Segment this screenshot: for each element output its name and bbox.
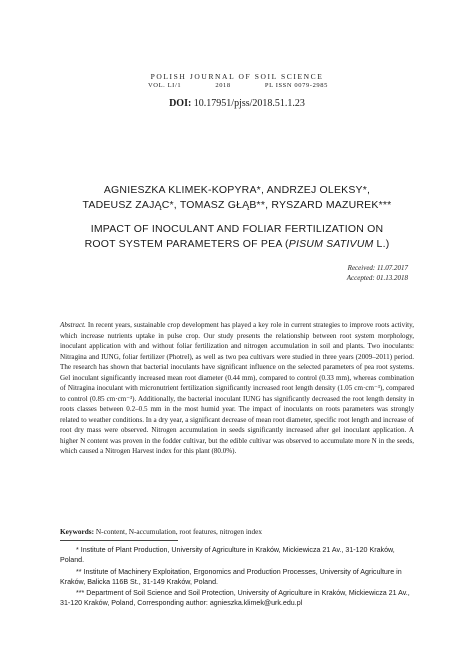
- abstract-text: In recent years, sustainable crop development has played a key role in current strategies to improve roots activity, which increase nutrients uptake in pulse crop. Our study presents the relationship between root system morphology, inoculant application with and without foliar fertilization and nitrogen accumulation in soil and plants. Two inoculants: Nitragina and IUNG, foliar fertilizer (Photrel), as well as two pea cultivars were studied in three years (2009–2011) period. The research has shown that bacterial inoculants have significant influence on the selected parameters of pea root systems. Gel inoculant significantly increased mean root diameter (0.44 mm), compared to control (0.33 mm), whereas combination of Nitragina inoculant with micronutrient fertilization significantly increased root length density (1.05 cm·cm⁻³), compared to control (0.85 cm·cm⁻³). Additionally, the bacterial inoculant IUNG has significantly decreased the root length density in roots classes between 0.2–0.5 mm in the most humid year. The impact of inoculants on roots parameters was strongly related to weather conditions. In a dry year, a significant decrease of mean root diameter, specific root length and increase of root dry mass were observed. Nitrogen accumulation in seeds significantly increased after gel inoculant application. A higher N content was proven in the fodder cultivar, but the edible cultivar was observed to accumulate more N in the seeds, which caused a Nitrogen Harvest index for this plant (80.0%).: [60, 321, 415, 455]
- paper-title: [0, 222, 474, 252]
- doi-value[interactable]: 10.17951/pjss/2018.51.1.23: [193, 98, 305, 109]
- journal-issue-line: [148, 82, 328, 89]
- keywords-label: Keywords:: [60, 527, 95, 536]
- author-line-2: TADEUSZ ZAJĄC*, TOMASZ GŁĄB**, RYSZARD MAZUREK***: [82, 199, 392, 211]
- title-line-2-start: ROOT SYSTEM PARAMETERS OF PEA (: [84, 238, 289, 250]
- footnote-affiliation-3: *** Department of Soil Science and Soil Protection, University of Agriculture in Kraków, Mickiewicza 21 Av., 31-120 Kraków, Poland, Corresponding author: agnieszka.klimek@urk.edu.pl: [60, 589, 410, 608]
- title-line-2-end: L.): [373, 238, 390, 250]
- affiliation-footnotes: [60, 545, 414, 610]
- received-date: Received: 11.07.2017: [347, 264, 408, 272]
- abstract: [60, 320, 414, 457]
- keywords-text: N-content, N-accumulation, root features, nitrogen index: [95, 527, 263, 536]
- accepted-date: Accepted: 01.13.2018: [346, 274, 408, 282]
- journal-volume: VOL. LI/1: [148, 82, 182, 89]
- footnote-divider: [60, 540, 178, 541]
- abstract-label: Abstract.: [60, 321, 86, 329]
- doi-line: [0, 98, 474, 109]
- submission-dates: [347, 263, 408, 283]
- keywords: [60, 527, 414, 537]
- title-line-2: [0, 237, 474, 252]
- doi-label: DOI:: [169, 98, 192, 109]
- title-species: PISUM SATIVUM: [288, 238, 374, 250]
- journal-year: 2018: [215, 82, 231, 89]
- journal-issn: PL ISSN 0079-2985: [264, 82, 328, 89]
- author-line-1: AGNIESZKA KLIMEK-KOPYRA*, ANDRZEJ OLEKSY*,: [103, 184, 371, 196]
- footnote-affiliation-1: * Institute of Plant Production, University of Agriculture in Kraków, Mickiewicza 21 Av., 31-120 Kraków, Poland.: [60, 546, 395, 565]
- journal-name: POLISH JOURNAL OF SOIL SCIENCE: [150, 72, 324, 81]
- author-list: [0, 183, 474, 213]
- footnote-affiliation-2: ** Institute of Machinery Exploitation, Ergonomics and Production Processes, University of Agriculture in Kraków, Balicka 116B St., 31-149 Kraków, Poland.: [60, 567, 402, 586]
- title-line-1: IMPACT OF INOCULANT AND FOLIAR FERTILIZATION ON: [90, 223, 384, 235]
- abstract-paragraph: [60, 320, 414, 457]
